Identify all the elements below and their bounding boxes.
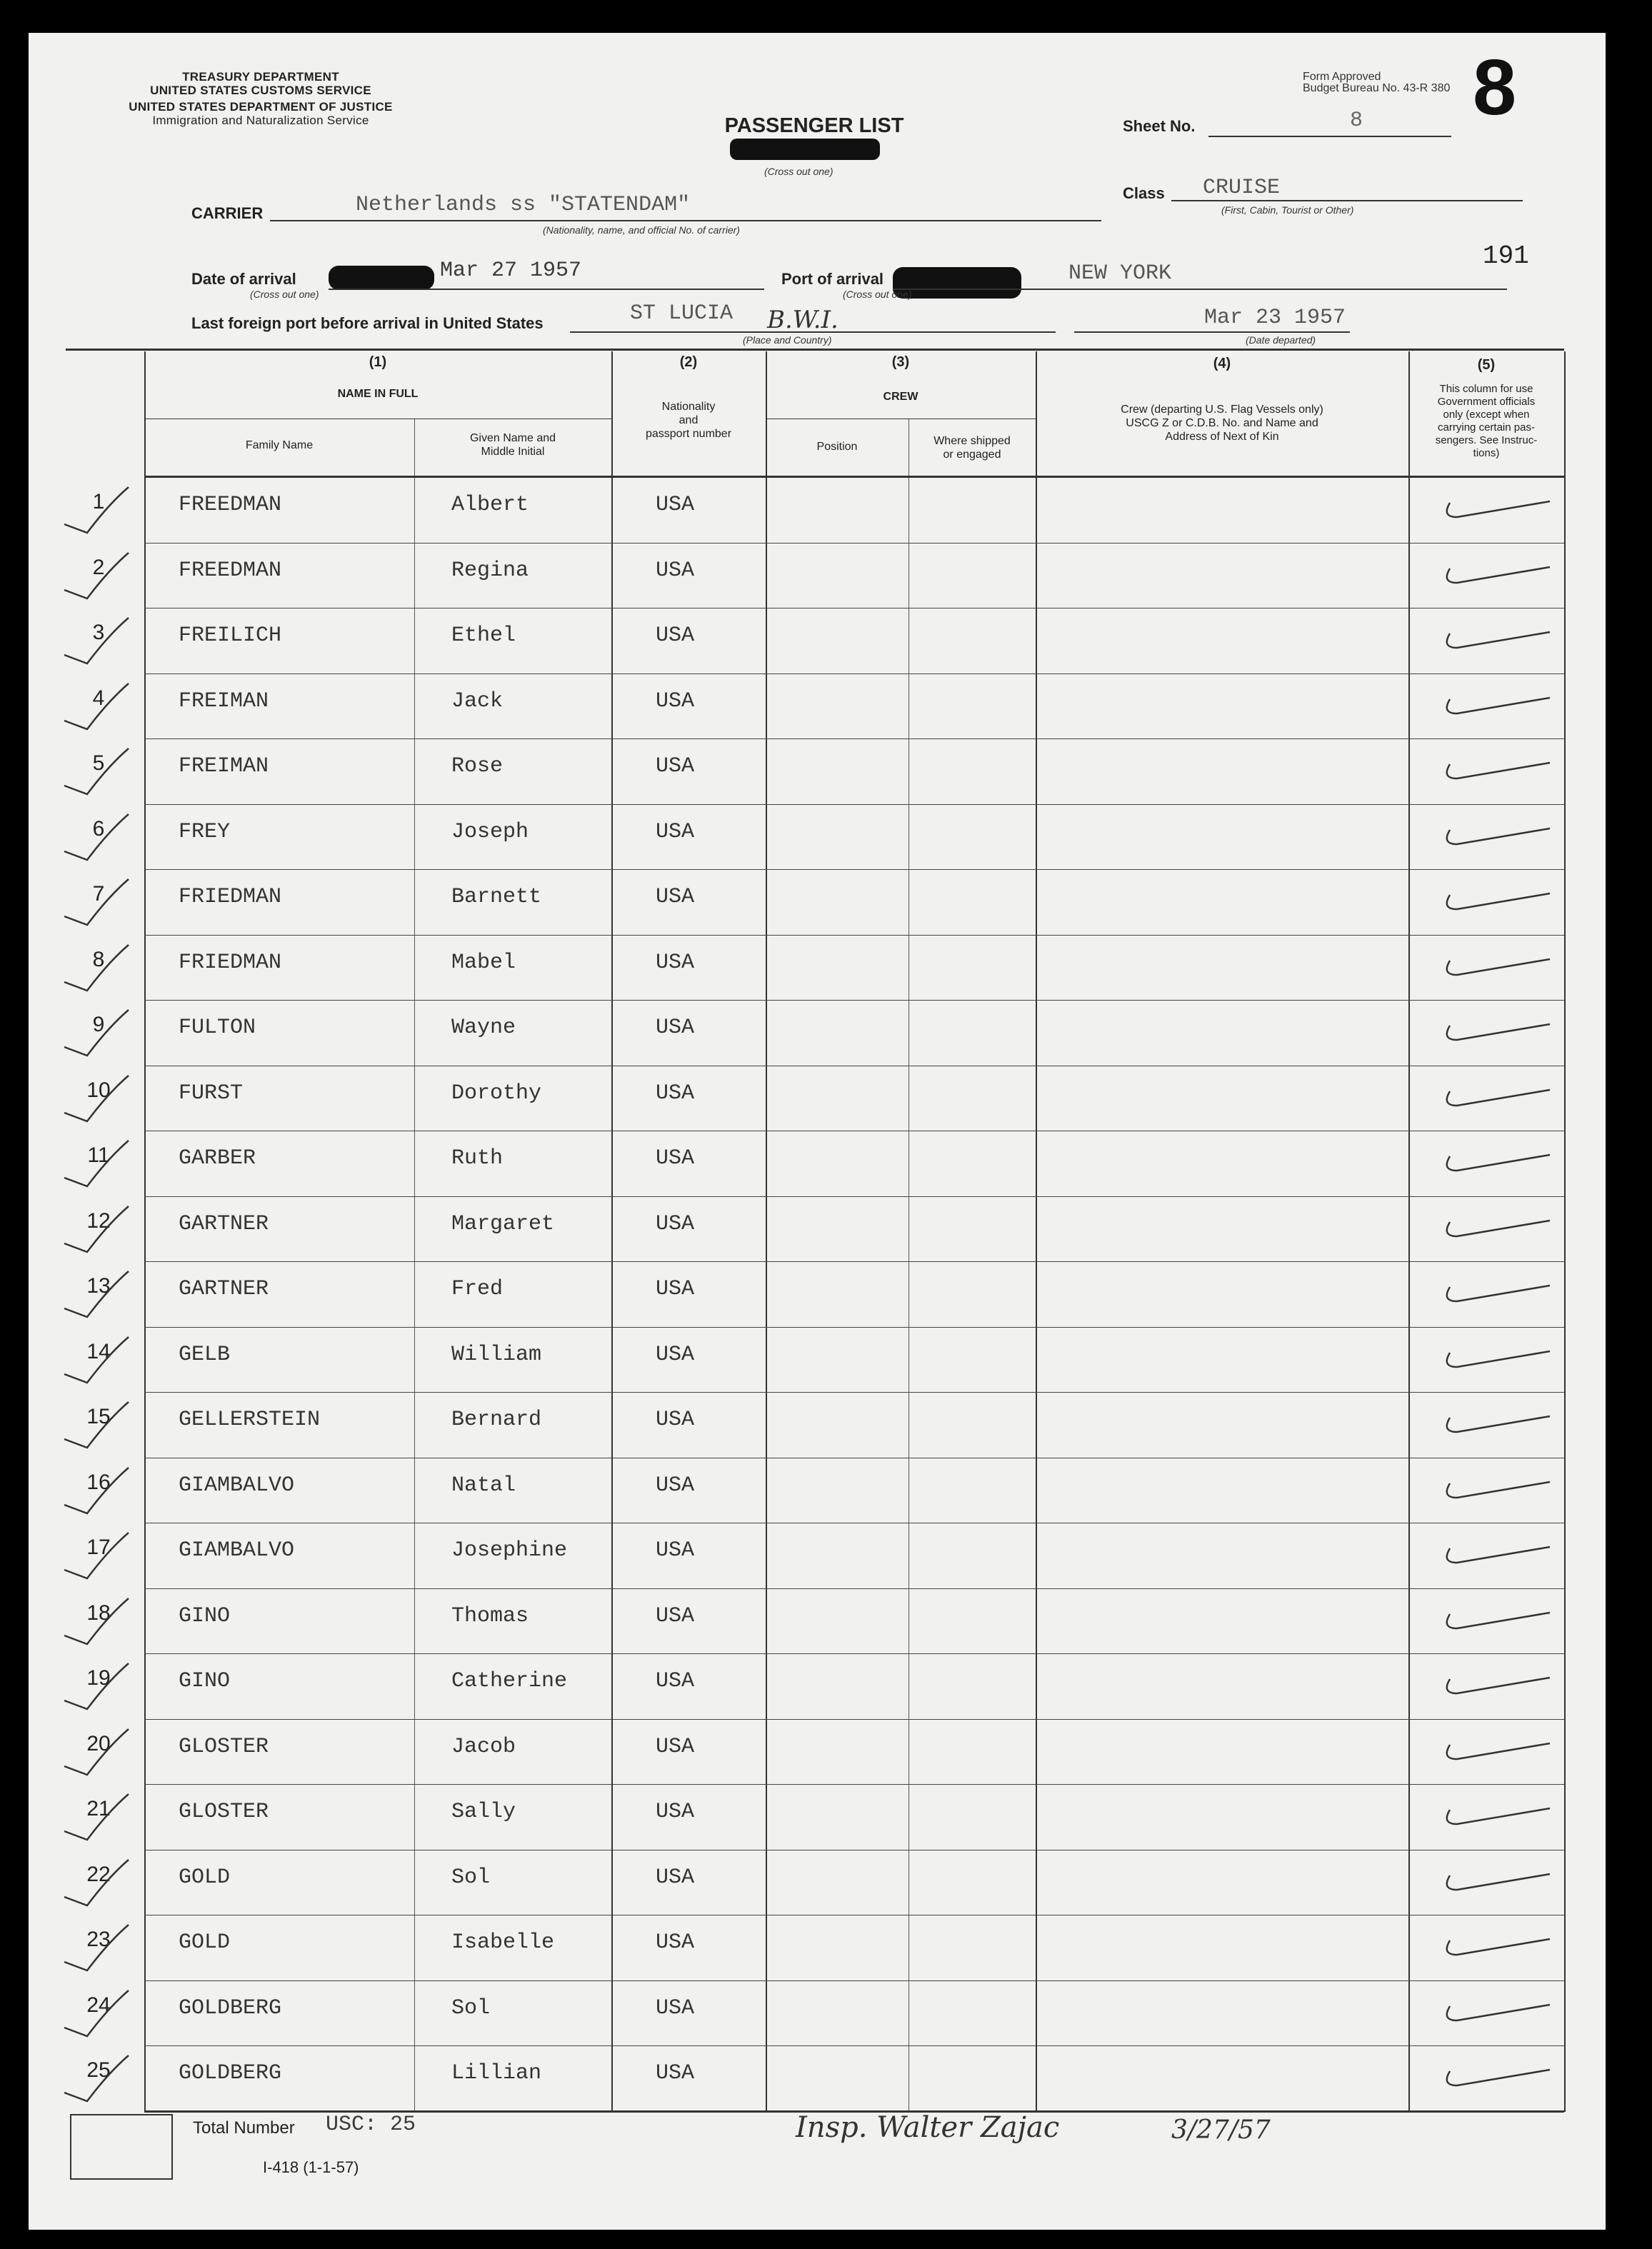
col5-header bbox=[1408, 383, 1564, 460]
nationality: USA bbox=[656, 1995, 695, 2020]
col2-header-line: Nationality bbox=[661, 401, 716, 413]
form-title: PASSENGER LIST bbox=[724, 114, 904, 137]
given-name: Thomas bbox=[451, 1603, 529, 1628]
redaction-mark bbox=[730, 139, 880, 160]
row-number: 13 bbox=[86, 1274, 111, 1298]
row-number: 25 bbox=[86, 2058, 111, 2082]
col4-header-line: Address of Next of Kin bbox=[1165, 431, 1279, 443]
given-name: Mabel bbox=[451, 950, 516, 975]
tally-mark-icon bbox=[59, 1071, 130, 1128]
row-number: 15 bbox=[86, 1405, 111, 1428]
tally-mark-icon bbox=[59, 549, 130, 606]
carrier-value: Netherlands ss "STATENDAM" bbox=[356, 193, 691, 217]
port-value: NEW YORK bbox=[1068, 261, 1172, 286]
agency-line-1: TREASURY DEPARTMENT bbox=[182, 70, 339, 84]
arrival-date-value: Mar 27 1957 bbox=[440, 259, 582, 283]
row-rule bbox=[144, 673, 1564, 674]
row-number: 16 bbox=[86, 1470, 111, 1494]
given-name: Rose bbox=[451, 754, 504, 778]
family-name: FRIEDMAN bbox=[179, 950, 282, 975]
form-approved-text: Form Approved bbox=[1303, 71, 1381, 83]
tally-mark-icon bbox=[59, 1855, 130, 1913]
tally-mark-icon bbox=[59, 1790, 130, 1847]
family-name: FURST bbox=[179, 1081, 244, 1106]
total-label: Total Number bbox=[193, 2118, 295, 2138]
tally-mark-icon bbox=[59, 1202, 130, 1259]
family-name: GIAMBALVO bbox=[179, 1473, 295, 1498]
given-name: Sol bbox=[451, 1995, 491, 2020]
row-rule bbox=[144, 2045, 1564, 2046]
nationality: USA bbox=[656, 819, 695, 844]
family-name: GOLD bbox=[179, 1865, 231, 1890]
family-name: GLOSTER bbox=[179, 1800, 269, 1824]
given-name: Regina bbox=[451, 558, 529, 583]
row-number: 9 bbox=[92, 1013, 105, 1036]
col5-header-line: Government officials bbox=[1437, 396, 1536, 408]
check-mark-icon bbox=[1436, 1011, 1557, 1054]
row-rule bbox=[144, 1392, 1564, 1393]
tally-mark-icon bbox=[59, 1528, 130, 1586]
carrier-line bbox=[270, 220, 1101, 221]
tally-mark-icon bbox=[59, 1463, 130, 1521]
row-number: 6 bbox=[92, 816, 105, 841]
nationality: USA bbox=[656, 1016, 695, 1040]
tally-mark-icon bbox=[59, 744, 130, 801]
nationality: USA bbox=[656, 1865, 695, 1890]
sheet-line bbox=[1208, 136, 1451, 137]
row-number: 19 bbox=[86, 1666, 111, 1690]
col3-title: CREW bbox=[883, 391, 918, 403]
family-name: GELLERSTEIN bbox=[179, 1408, 321, 1432]
check-mark-icon bbox=[1436, 1077, 1557, 1120]
check-mark-icon bbox=[1436, 685, 1557, 728]
row-number: 2 bbox=[92, 555, 105, 579]
tally-mark-icon bbox=[59, 1920, 130, 1978]
family-name: FREEDMAN bbox=[179, 558, 282, 583]
nationality: USA bbox=[656, 1277, 695, 1301]
check-mark-icon bbox=[1436, 1795, 1557, 1838]
row-rule bbox=[144, 935, 1564, 936]
carrier-note: (Nationality, name, and official No. of carrier) bbox=[543, 224, 740, 236]
table-divider bbox=[1408, 351, 1410, 2112]
check-mark-icon bbox=[1436, 1142, 1557, 1185]
departed-value: Mar 23 1957 bbox=[1204, 306, 1346, 330]
col3-where-header bbox=[908, 434, 1036, 461]
col1-family-header: Family Name bbox=[245, 439, 314, 451]
col4-header-line: USCG Z or C.D.B. No. and Name and bbox=[1126, 417, 1318, 429]
nationality: USA bbox=[656, 623, 695, 648]
table-left-border bbox=[144, 351, 146, 2112]
nationality: USA bbox=[656, 1211, 695, 1236]
tally-mark-icon bbox=[59, 483, 130, 540]
row-rule bbox=[144, 1980, 1564, 1981]
agency-line-4: Immigration and Naturalization Service bbox=[152, 114, 369, 127]
check-mark-icon bbox=[1436, 1273, 1557, 1316]
nationality: USA bbox=[656, 1603, 695, 1628]
arrival-date-line bbox=[329, 289, 764, 290]
family-name: GARTNER bbox=[179, 1211, 269, 1236]
tally-mark-icon bbox=[59, 2051, 130, 2108]
col5-number: (5) bbox=[1477, 357, 1496, 373]
row-number: 24 bbox=[86, 1993, 111, 2017]
tally-mark-icon bbox=[59, 875, 130, 932]
tally-mark-icon bbox=[59, 1986, 130, 2043]
row-number: 23 bbox=[86, 1928, 111, 1951]
nationality: USA bbox=[656, 493, 695, 517]
signature-date: 3/27/57 bbox=[1171, 2115, 1271, 2145]
port-crossout-note: (Cross out one) bbox=[843, 289, 912, 300]
given-name: Albert bbox=[451, 493, 529, 517]
class-line bbox=[1171, 200, 1523, 201]
row-number: 22 bbox=[86, 1862, 111, 1886]
row-number: 10 bbox=[86, 1078, 111, 1102]
given-name: Natal bbox=[451, 1473, 516, 1498]
col1-title: NAME IN FULL bbox=[337, 388, 419, 400]
given-header-line: Middle Initial bbox=[481, 446, 545, 458]
agency-line-2: UNITED STATES CUSTOMS SERVICE bbox=[150, 84, 371, 97]
given-name: Isabelle bbox=[451, 1930, 555, 1955]
redaction-mark bbox=[893, 267, 1021, 299]
tally-mark-icon bbox=[59, 1333, 130, 1390]
port-line bbox=[893, 289, 1507, 290]
tally-mark-icon bbox=[59, 679, 130, 736]
row-number: 12 bbox=[86, 1208, 111, 1233]
row-rule bbox=[144, 1327, 1564, 1328]
row-rule bbox=[144, 804, 1564, 805]
check-mark-icon bbox=[1436, 1730, 1557, 1773]
carrier-label: CARRIER bbox=[191, 204, 264, 222]
place-note: (Place and Country) bbox=[743, 334, 832, 346]
given-name: Ethel bbox=[451, 623, 516, 648]
tally-mark-icon bbox=[59, 1725, 130, 1782]
given-name: Sol bbox=[451, 1865, 491, 1890]
table-header-rule bbox=[144, 476, 1564, 478]
total-value: USC: 25 bbox=[326, 2113, 416, 2137]
given-name: Margaret bbox=[451, 1211, 555, 1236]
family-name: FREEDMAN bbox=[179, 493, 282, 517]
check-mark-icon bbox=[1436, 1338, 1557, 1381]
given-name: Josephine bbox=[451, 1538, 568, 1563]
given-name: Barnett bbox=[451, 885, 542, 909]
nationality: USA bbox=[656, 2061, 695, 2085]
family-name: FRIEDMAN bbox=[179, 885, 282, 909]
col5-header-line: only (except when bbox=[1443, 409, 1530, 421]
nationality: USA bbox=[656, 1081, 695, 1106]
arrival-date-label: Date of arrival bbox=[191, 270, 296, 288]
check-mark-icon bbox=[1436, 619, 1557, 662]
check-mark-icon bbox=[1436, 881, 1557, 923]
family-name: FREIMAN bbox=[179, 688, 269, 713]
given-name: Wayne bbox=[451, 1016, 516, 1040]
row-rule bbox=[144, 1719, 1564, 1720]
row-number: 20 bbox=[86, 1731, 111, 1755]
budget-bureau-text: Budget Bureau No. 43-R 380 bbox=[1303, 82, 1451, 94]
row-rule bbox=[144, 1000, 1564, 1001]
row-number: 7 bbox=[92, 882, 105, 906]
table-divider bbox=[611, 351, 613, 2112]
col2-header-line: and bbox=[679, 414, 699, 426]
row-rule bbox=[144, 543, 1564, 544]
given-name: Jacob bbox=[451, 1734, 516, 1759]
nationality: USA bbox=[656, 1408, 695, 1432]
check-mark-icon bbox=[1436, 750, 1557, 793]
row-number: 18 bbox=[86, 1601, 111, 1625]
departed-line bbox=[1074, 331, 1350, 333]
family-name: FULTON bbox=[179, 1016, 256, 1040]
row-rule bbox=[144, 1653, 1564, 1654]
nationality: USA bbox=[656, 950, 695, 975]
given-name: Lillian bbox=[451, 2061, 542, 2085]
nationality: USA bbox=[656, 1538, 695, 1563]
arrival-crossout-note: (Cross out one) bbox=[250, 289, 319, 300]
sheet-big-number: 8 bbox=[1473, 44, 1517, 131]
nationality: USA bbox=[656, 558, 695, 583]
row-number: 11 bbox=[87, 1143, 110, 1167]
check-mark-icon bbox=[1436, 1665, 1557, 1708]
check-mark-icon bbox=[1436, 554, 1557, 597]
family-name: GARTNER bbox=[179, 1277, 269, 1301]
row-rule bbox=[144, 869, 1564, 870]
row-rule bbox=[144, 1196, 1564, 1197]
tally-mark-icon bbox=[59, 1136, 130, 1193]
sheet-value: 8 bbox=[1350, 109, 1363, 133]
family-name: GOLDBERG bbox=[179, 1995, 282, 2020]
last-port-label: Last foreign port before arrival in United States bbox=[191, 314, 544, 332]
family-name: GARBER bbox=[179, 1146, 256, 1171]
col2-number: (2) bbox=[679, 354, 698, 370]
given-header-line: Given Name and bbox=[469, 432, 556, 444]
check-mark-icon bbox=[1436, 1208, 1557, 1251]
family-name: FREILICH bbox=[179, 623, 282, 648]
agency-header bbox=[79, 70, 443, 127]
row-rule bbox=[144, 1784, 1564, 1785]
row-number: 14 bbox=[86, 1339, 111, 1363]
tally-mark-icon bbox=[59, 810, 130, 867]
family-name: GIAMBALVO bbox=[179, 1538, 295, 1563]
given-name: Fred bbox=[451, 1277, 504, 1301]
family-name: GOLDBERG bbox=[179, 2061, 282, 2085]
class-label: Class bbox=[1123, 184, 1165, 202]
col4-number: (4) bbox=[1213, 356, 1231, 371]
col5-header-line: tions) bbox=[1473, 447, 1500, 459]
given-name: Jack bbox=[451, 688, 504, 713]
row-number: 4 bbox=[92, 686, 105, 710]
given-name: Sally bbox=[451, 1800, 516, 1824]
page-number: 191 bbox=[1483, 241, 1529, 271]
class-note: (First, Cabin, Tourist or Other) bbox=[1221, 204, 1354, 216]
family-name: GOLD bbox=[179, 1930, 231, 1955]
table-divider bbox=[1036, 351, 1037, 2112]
col2-header-line: passport number bbox=[645, 428, 732, 440]
tally-mark-icon bbox=[59, 1659, 130, 1716]
check-mark-icon bbox=[1436, 1403, 1557, 1446]
tally-mark-icon bbox=[59, 613, 130, 671]
given-name: Dorothy bbox=[451, 1081, 542, 1106]
last-port-value: ST LUCIA bbox=[630, 301, 734, 326]
where-header-line: Where shipped bbox=[933, 435, 1011, 447]
agency-line-3: UNITED STATES DEPARTMENT OF JUSTICE bbox=[129, 100, 393, 114]
col4-header-line: Crew (departing U.S. Flag Vessels only) bbox=[1121, 404, 1323, 416]
table-divider bbox=[766, 351, 767, 2112]
check-mark-icon bbox=[1436, 816, 1557, 858]
form-number: I-418 (1-1-57) bbox=[263, 2158, 359, 2176]
row-number: 5 bbox=[92, 751, 105, 775]
nationality: USA bbox=[656, 754, 695, 778]
family-name: GLOSTER bbox=[179, 1734, 269, 1759]
nationality: USA bbox=[656, 1734, 695, 1759]
col5-header-line: This column for use bbox=[1439, 383, 1533, 395]
form-approval bbox=[1303, 71, 1450, 94]
title-crossout-note: (Cross out one) bbox=[764, 166, 833, 177]
sheet-label: Sheet No. bbox=[1123, 117, 1196, 135]
col3-number: (3) bbox=[891, 354, 910, 370]
row-rule bbox=[144, 738, 1564, 739]
tally-mark-icon bbox=[59, 1398, 130, 1455]
check-mark-icon bbox=[1436, 1992, 1557, 2035]
col5-header-line: sengers. See Instruc- bbox=[1435, 434, 1538, 446]
given-name: Bernard bbox=[451, 1408, 542, 1432]
header-rule bbox=[66, 349, 1564, 351]
check-mark-icon bbox=[1436, 1534, 1557, 1577]
check-mark-icon bbox=[1436, 1926, 1557, 1969]
family-name: FREY bbox=[179, 819, 231, 844]
inspector-signature: Insp. Walter Zajac bbox=[796, 2111, 1060, 2144]
col1-given-header bbox=[414, 431, 611, 459]
given-name: Catherine bbox=[451, 1669, 568, 1693]
redaction-mark bbox=[329, 266, 434, 290]
table-right-border bbox=[1564, 351, 1566, 2112]
given-name: Joseph bbox=[451, 819, 529, 844]
col5-header-line: carrying certain pas- bbox=[1438, 421, 1535, 434]
nationality: USA bbox=[656, 688, 695, 713]
row-number: 1 bbox=[92, 490, 105, 514]
tally-mark-icon bbox=[59, 1267, 130, 1324]
check-mark-icon bbox=[1436, 489, 1557, 531]
nationality: USA bbox=[656, 1473, 695, 1498]
nationality: USA bbox=[656, 885, 695, 909]
tally-mark-icon bbox=[59, 941, 130, 998]
class-value: CRUISE bbox=[1203, 176, 1281, 200]
tally-mark-icon bbox=[59, 1006, 130, 1063]
family-name: GELB bbox=[179, 1342, 231, 1367]
nationality: USA bbox=[656, 1669, 695, 1693]
check-mark-icon bbox=[1436, 2057, 1557, 2100]
nationality: USA bbox=[656, 1342, 695, 1367]
nationality: USA bbox=[656, 1800, 695, 1824]
where-header-line: or engaged bbox=[943, 449, 1001, 461]
check-mark-icon bbox=[1436, 1861, 1557, 1904]
row-number: 3 bbox=[92, 621, 105, 644]
given-name: Ruth bbox=[451, 1146, 504, 1171]
footer-box bbox=[70, 2114, 173, 2180]
check-mark-icon bbox=[1436, 1600, 1557, 1643]
family-name: GINO bbox=[179, 1669, 231, 1693]
given-name: William bbox=[451, 1342, 542, 1367]
row-number: 21 bbox=[86, 1797, 111, 1820]
row-number: 17 bbox=[86, 1536, 111, 1559]
tally-mark-icon bbox=[59, 1594, 130, 1651]
check-mark-icon bbox=[1436, 1469, 1557, 1512]
check-mark-icon bbox=[1436, 946, 1557, 989]
col1-number: (1) bbox=[369, 354, 387, 370]
col3-position-header: Position bbox=[816, 441, 858, 453]
row-rule bbox=[144, 1588, 1564, 1589]
family-name: GINO bbox=[179, 1603, 231, 1628]
port-label: Port of arrival bbox=[781, 270, 884, 288]
last-port-handwritten: B.W.I. bbox=[767, 306, 838, 334]
family-name: FREIMAN bbox=[179, 754, 269, 778]
departed-note: (Date departed) bbox=[1246, 334, 1316, 346]
col4-header bbox=[1036, 403, 1408, 444]
nationality: USA bbox=[656, 1930, 695, 1955]
row-rule bbox=[144, 1261, 1564, 1262]
nationality: USA bbox=[656, 1146, 695, 1171]
row-number: 8 bbox=[92, 947, 105, 971]
col2-header bbox=[611, 400, 766, 441]
